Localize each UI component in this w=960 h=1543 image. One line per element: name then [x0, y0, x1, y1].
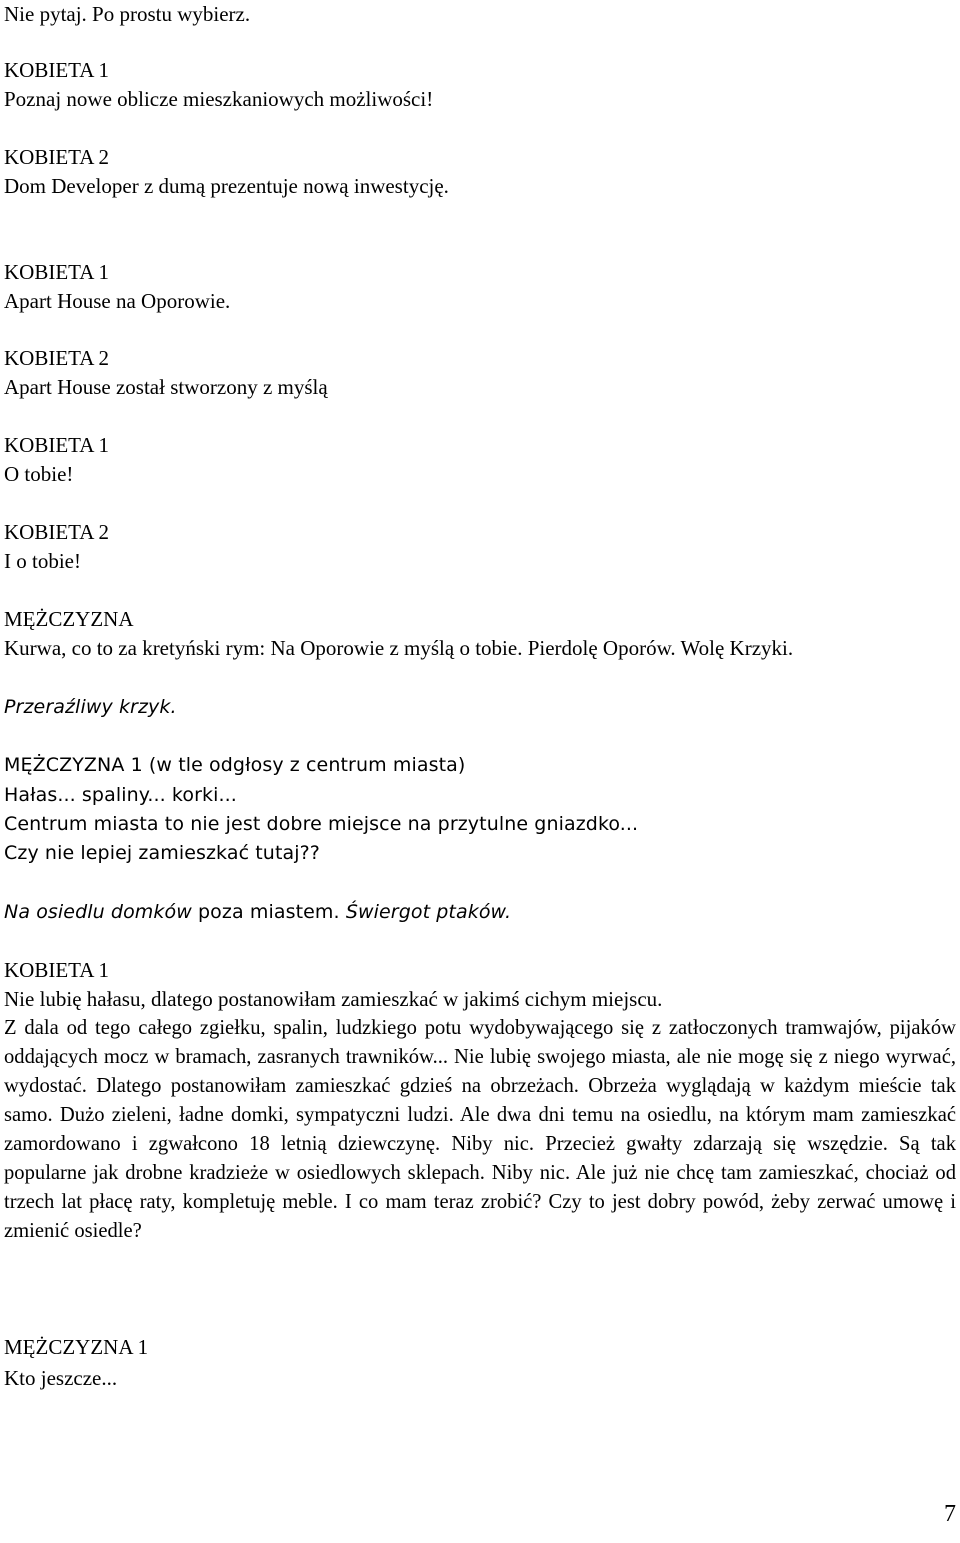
- speaker-label: KOBIETA 2: [4, 346, 110, 370]
- speaker-label: MĘŻCZYZNA 1 (w tle odgłosy z centrum miasta): [4, 754, 466, 776]
- stage-direction-part: poza miastem.: [191, 901, 346, 923]
- dialogue-line: Hałas... spaliny... korki...: [4, 784, 237, 806]
- dialogue-paragraph: Z dala od tego całego zgiełku, spalin, ludzkiego potu wydobywającego się z zatłoczonych tramwajów, pijaków oddających mocz w bramach, zasranych trawników... Nie lubię swojego miasta, ale nie mogę się z niego wyrwać, wydostać. Dlatego postanowiłam zamieszkać gdzieś na obrzeżach. Obrzeża wyglądają w każdym mieście tak samo. Dużo zieleni, ładne domki, sympatyczni ludzi. Ale dwa dni temu na osiedlu, na którym mam zamieszkać zamordowano i zgwałcono 18 letnią dziewczynę. Niby nic. Przecież gwałty zdarzają się wszędzie. Są tak popularne jak drobne kradzieże w osiedlowych sklepach. Niby nic. Ale już nie chcę tam zamieszkać, chociaż od trzech lat płacę raty, kompletuję meble. I co mam teraz zrobić? Czy to jest dobry powód, żeby zerwać umowę i zmienić osiedle?: [4, 1017, 956, 1242]
- dialogue-line: Kurwa, co to za kretyński rym: Na Oporowie z myślą o tobie. Pierdolę Oporów. Wolę Krzyki.: [4, 636, 794, 660]
- speaker-label: MĘŻCZYZNA 1: [4, 1335, 149, 1359]
- dialogue-line: Dom Developer z dumą prezentuje nową inwestycję.: [4, 174, 449, 198]
- opening-line: Nie pytaj. Po prostu wybierz.: [4, 2, 251, 26]
- speaker-label: KOBIETA 1: [4, 958, 110, 982]
- stage-direction-part: Świergot ptaków.: [345, 901, 512, 923]
- speaker-label: KOBIETA 1: [4, 58, 110, 82]
- speaker-label: KOBIETA 1: [4, 260, 110, 284]
- dialogue-line: Czy nie lepiej zamieszkać tutaj??: [4, 842, 320, 864]
- page-number: 7: [944, 1501, 956, 1527]
- dialogue-line: Centrum miasta to nie jest dobre miejsce na przytulne gniazdko...: [4, 813, 639, 835]
- speaker-label: MĘŻCZYZNA: [4, 607, 134, 631]
- dialogue-line: Poznaj nowe oblicze mieszkaniowych możliwości!: [4, 87, 434, 111]
- dialogue-line: O tobie!: [4, 462, 74, 486]
- dialogue-line: Apart House został stworzony z myślą: [4, 375, 328, 399]
- stage-direction: Przeraźliwy krzyk.: [4, 696, 177, 718]
- speaker-label: KOBIETA 1: [4, 433, 110, 457]
- dialogue-line: I o tobie!: [4, 549, 81, 573]
- speaker-label: KOBIETA 2: [4, 145, 110, 169]
- stage-direction: [4, 898, 511, 927]
- dialogue-line: Apart House na Oporowie.: [4, 289, 231, 313]
- stage-direction-part: Na osiedlu domków: [4, 901, 192, 923]
- dialogue-line: Kto jeszcze...: [4, 1366, 118, 1390]
- speaker-label: KOBIETA 2: [4, 520, 110, 544]
- dialogue-line: Nie lubię hałasu, dlatego postanowiłam zamieszkać w jakimś cichym miejscu.: [4, 987, 663, 1011]
